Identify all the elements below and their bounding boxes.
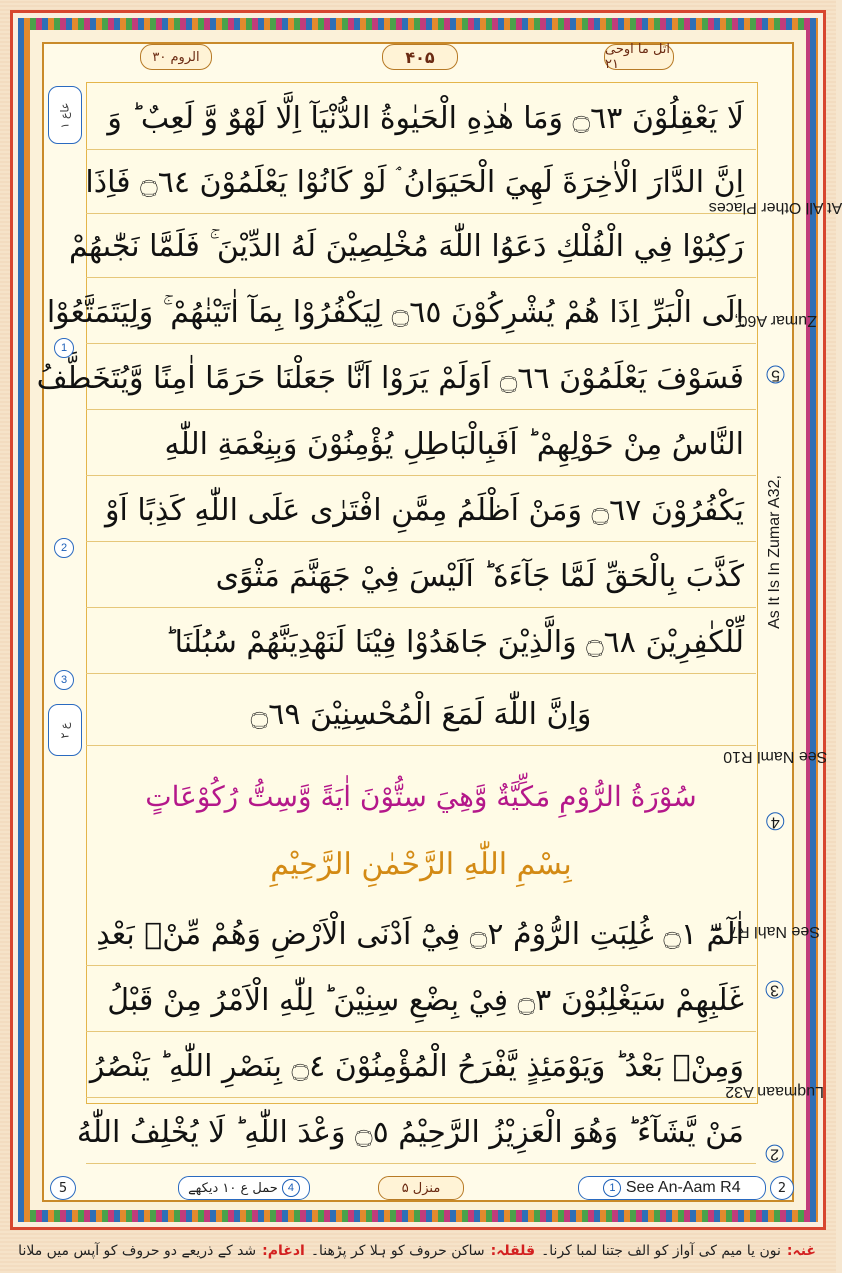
bottom-circle-2: 2 <box>770 1176 794 1200</box>
left-circle-3: 3 <box>54 670 74 690</box>
legend-ghunna-desc: نون یا میم کی آواز کو الف جتنا لمبا کرنا۔ <box>541 1243 781 1259</box>
hamal-text: حمل ع ١٠ دیکھے <box>188 1180 278 1196</box>
margin-note-5 <box>708 112 842 412</box>
juz-name-header: اتل ما اوحی ۲۱ <box>604 44 674 70</box>
surah-name-header: الروم ۳۰ <box>140 44 212 70</box>
legend-ghunna-term: غنہ: <box>786 1243 816 1259</box>
verse-line: اٰلٓمّٓ ۝١ غُلِبَتِ الرُّوْمُ ۝٢ فِيْٓ اَدْنَى الْاَرْضِ وَهُمْ مِّنْۢ بَعْدِ <box>86 904 756 966</box>
verse-line: وَمِنْۢ بَعْدُ ؕ وَيَوْمَئِذٍ يَّفْرَحُ الْمُؤْمِنُوْنَ ۝٤ بِنَصْرِ اللّٰهِ ؕ يَنْصُرُ <box>86 1036 756 1098</box>
legend-idgham-term: ادغام: <box>262 1243 305 1259</box>
verse-line: فَسَوْفَ يَعْلَمُوْنَ ۝٦٦ اَوَلَمْ يَرَوْا اَنَّا جَعَلْنَا حَرَمًا اٰمِنًا وَّيُتَخَطَّفُ <box>86 348 756 410</box>
note-all-other-places: At All Other Places <box>708 199 842 217</box>
verse-line: وَاِنَّ اللّٰهَ لَمَعَ الْمُحْسِنِيْنَ ۝٦٩ <box>86 684 756 746</box>
verse-line: يَكْفُرُوْنَ ۝٦٧ وَمَنْ اَظْلَمُ مِمَّنِ افْتَرٰى عَلَى اللّٰهِ كَذِبًا اَوْ <box>86 480 756 542</box>
legend-idgham-desc: شد کے ذریعے دو حروف کو آپس میں ملانا <box>18 1243 257 1259</box>
bismillah: بِسْمِ اللّٰهِ الرَّحْمٰنِ الرَّحِيْمِ <box>270 846 572 882</box>
tajweed-legend <box>20 1236 816 1266</box>
note-circle-4: 4 <box>766 812 784 830</box>
note-zumar-32: As It Is In Zumar A32, <box>766 475 783 629</box>
verse-line: لَا يَعْقِلُوْنَ ۝٦٣ وَمَا هٰذِهِ الْحَيٰوةُ الدُّنْيَآ اِلَّا لَهْوٌ وَّ لَعِبٌ ؕ وَ <box>86 88 756 150</box>
margin-note-naml <box>722 682 828 852</box>
note-zumar-60: Zumar A60, <box>733 311 817 329</box>
ruku-marker-1: عاع ١ <box>48 86 82 144</box>
note-circle-5: 5 <box>766 366 784 384</box>
ruku-marker-2: ع ٢ <box>48 704 82 756</box>
left-margin <box>46 82 82 1102</box>
legend-qalqala-term: قلقلہ: <box>490 1243 536 1259</box>
margin-note-zumar <box>760 422 790 682</box>
legend-qalqala-desc: ساکن حروف کو ہلا کر پڑھنا۔ <box>310 1243 485 1259</box>
manzil-marker: منزل ۵ <box>378 1176 464 1200</box>
margin-note-nahl <box>729 862 821 1022</box>
bottom-circle-5: 5 <box>50 1176 76 1200</box>
verse-line: مَنْ يَّشَآءُ ؕ وَهُوَ الْعَزِيْزُ الرَّحِيْمُ ۝٥ وَعْدَ اللّٰهِ ؕ لَا يُخْلِفُ اللّٰهُ <box>86 1102 756 1164</box>
verse-line: رَكِبُوْا فِي الْفُلْكِ دَعَوُا اللّٰهَ مُخْلِصِيْنَ لَهُ الدِّيْنَ ۚ فَلَمَّا نَجّٰىهُمْ <box>86 216 756 278</box>
verse-line: النَّاسُ مِنْ حَوْلِهِمْ ؕ اَفَبِالْبَاطِلِ يُؤْمِنُوْنَ وَبِنِعْمَةِ اللّٰهِ <box>86 414 756 476</box>
margin-note-luqmaan <box>725 1032 825 1172</box>
note-circle-3: 3 <box>766 981 784 999</box>
note-luqmaan: Luqmaan A32 <box>725 1082 825 1100</box>
verse-line: كَذَّبَ بِالْحَقِّ لَمَّا جَآءَهٗ ؕ اَلَيْسَ فِيْ جَهَنَّمَ مَثْوًى <box>86 546 756 608</box>
note-see-nahl: See Nahl R7 <box>729 922 821 940</box>
see-an-aam-text: See An-Aam R4 <box>625 1179 741 1196</box>
see-an-aam-note <box>578 1176 766 1200</box>
right-margin-notes <box>708 82 842 1163</box>
see-circle: 1 <box>603 1179 621 1197</box>
surah-title: سُوْرَةُ الرُّوْمِ مَكِّيَّةٌ وَّهِيَ سِتُّوْنَ اٰيَةً وَّسِتُّ رُكُوْعَاتٍ <box>145 779 697 813</box>
verse-line: غَلَبِهِمْ سَيَغْلِبُوْنَ ۝٣ فِيْ بِضْعِ سِنِيْنَ ؕ لِلّٰهِ الْاَمْرُ مِنْ قَبْلُ <box>86 970 756 1032</box>
left-circle-2: 2 <box>54 538 74 558</box>
hamal-note <box>178 1176 310 1200</box>
verse-line: اِلَى الْبَرِّ اِذَا هُمْ يُشْرِكُوْنَ ۝٦٥ لِيَكْفُرُوْا بِمَآ اٰتَيْنٰهُمْ ۚ وَلِيَتَمَتَّعُوْا <box>86 282 756 344</box>
note-circle-2: 2 <box>766 1145 784 1163</box>
verse-line: لِّلْكٰفِرِيْنَ ۝٦٨ وَالَّذِيْنَ جَاهَدُوْا فِيْنَا لَنَهْدِيَنَّهُمْ سُبُلَنَا ؕ <box>86 612 756 674</box>
hamal-circle: 4 <box>282 1179 300 1197</box>
note-see-naml: See Naml R10 <box>722 747 828 765</box>
page-number: ۴۰۵ <box>382 44 458 70</box>
left-circle-1: 1 <box>54 338 74 358</box>
verse-line: اِنَّ الدَّارَ الْاٰخِرَةَ لَهِيَ الْحَيَوَانُ ۘ لَوْ كَانُوْا يَعْلَمُوْنَ ۝٦٤ فَاِذَا <box>86 152 756 214</box>
